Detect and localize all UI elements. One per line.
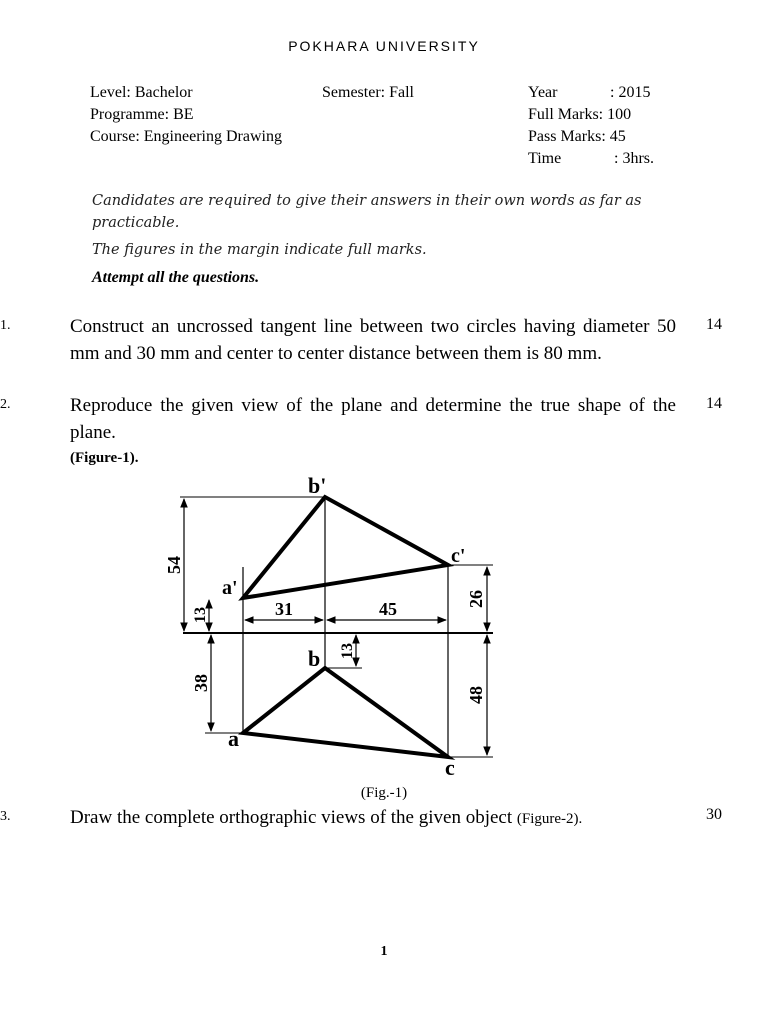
label-c: c bbox=[445, 755, 455, 780]
dim-text-13-left: 13 bbox=[192, 607, 209, 623]
question-3-figure-ref: (Figure-2). bbox=[516, 811, 583, 827]
question-2-figure-ref: (Figure-1). bbox=[70, 450, 139, 466]
question-3-line bbox=[70, 804, 582, 833]
dim-text-13-b: 13 bbox=[339, 643, 356, 659]
university-title: POKHARA UNIVERSITY bbox=[288, 38, 480, 54]
dim-text-26: 26 bbox=[466, 590, 486, 608]
dim-text-54: 54 bbox=[164, 556, 184, 574]
question-3-marks: 30 bbox=[706, 806, 722, 823]
full-marks-label: Full Marks: 100 bbox=[528, 106, 632, 123]
time-value: : 3hrs. bbox=[614, 150, 654, 167]
instruction-own-words: Candidates are required to give their answers in their own words as far as practicable. bbox=[92, 193, 642, 231]
dim-text-48: 48 bbox=[466, 686, 486, 704]
front-view-triangle bbox=[243, 497, 448, 598]
instruction-margin-marks: The figures in the margin indicate full marks. bbox=[92, 242, 427, 258]
year-label: Year bbox=[528, 84, 558, 101]
page-number: 1 bbox=[380, 944, 388, 959]
level-label: Level: Bachelor bbox=[90, 84, 193, 101]
label-b: b bbox=[308, 646, 321, 671]
instruction-attempt-all: Attempt all the questions. bbox=[92, 269, 260, 286]
course-label: Course: Engineering Drawing bbox=[90, 128, 282, 145]
pass-marks-label: Pass Marks: 45 bbox=[528, 128, 626, 145]
question-1-text: Construct an uncrossed tangent line between two circles having diameter 50 mm and 30 mm and center to center distance between them is 80 mm. bbox=[70, 316, 676, 364]
dim-text-38: 38 bbox=[191, 674, 211, 692]
label-a-prime: a' bbox=[222, 577, 238, 599]
question-2-number: 2. bbox=[0, 397, 11, 412]
question-3-number: 3. bbox=[0, 809, 11, 824]
figure-1-caption: (Fig.-1) bbox=[360, 785, 408, 801]
dim-text-45: 45 bbox=[379, 599, 397, 619]
programme-label: Programme: BE bbox=[90, 106, 194, 123]
semester-label: Semester: Fall bbox=[322, 84, 414, 101]
year-value: : 2015 bbox=[610, 84, 651, 101]
question-1-marks: 14 bbox=[706, 316, 722, 333]
question-1-number: 1. bbox=[0, 318, 11, 333]
question-2-text: Reproduce the given view of the plane and determine the true shape of the plane. bbox=[70, 395, 676, 443]
figure-1-diagram bbox=[150, 465, 510, 785]
dim-text-31: 31 bbox=[275, 599, 293, 619]
label-b-prime: b' bbox=[308, 473, 327, 498]
question-2-marks: 14 bbox=[706, 395, 722, 412]
question-3-text: Draw the complete orthographic views of the given object bbox=[70, 807, 513, 828]
label-c-prime: c' bbox=[451, 545, 466, 567]
top-view-triangle bbox=[243, 668, 448, 757]
time-label: Time bbox=[528, 150, 562, 167]
label-a: a bbox=[228, 726, 239, 751]
